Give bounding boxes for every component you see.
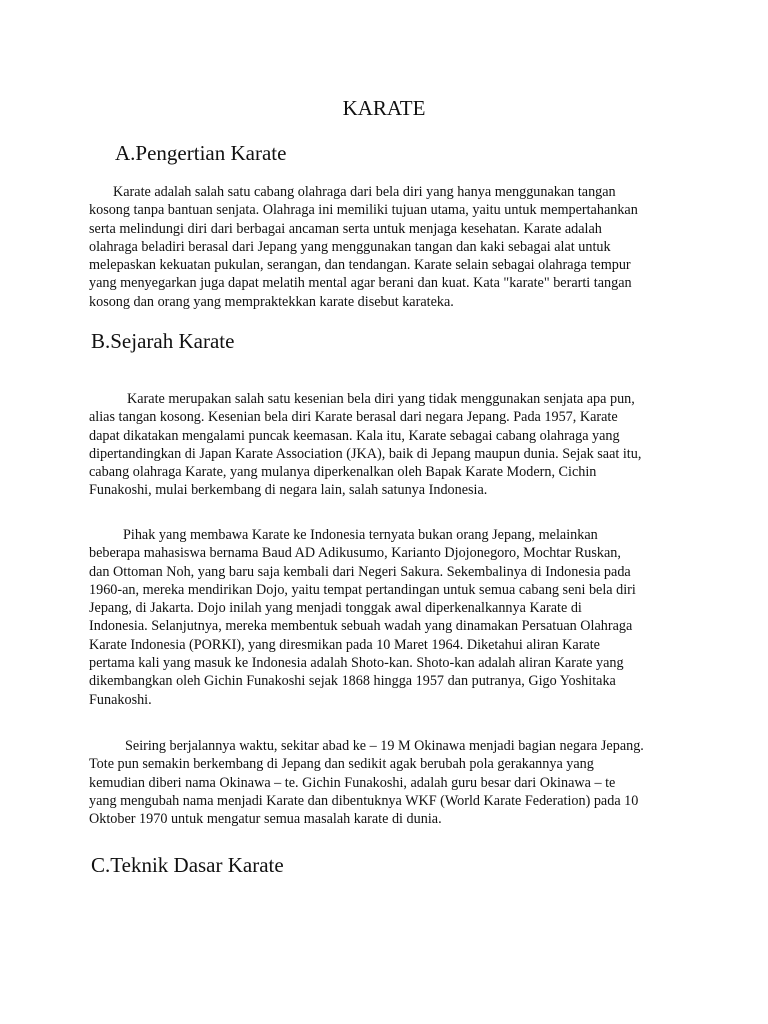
paragraph-pengertian xyxy=(89,183,679,311)
document-title: KARATE xyxy=(342,96,426,120)
paragraph-line: olahraga beladiri berasal dari Jepang yang menggunakan tangan dan kaki sebagai alat untuk xyxy=(89,238,611,255)
paragraph-line: dikembangkan oleh Gichin Funakoshi sejak 1868 hingga 1957 dan putranya, Gigo Yoshitaka xyxy=(89,673,616,690)
section-heading-sejarah: B.Sejarah Karate xyxy=(91,329,235,353)
paragraph-sejarah-1 xyxy=(89,390,679,500)
paragraph-line: Karate merupakan salah satu kesenian bela diri yang tidak menggunakan senjata apa pun, xyxy=(127,391,635,407)
paragraph-line: Oktober 1970 untuk mengatur semua masalah karate di dunia. xyxy=(89,811,442,828)
paragraph-line: melepaskan kekuatan pukulan, serangan, dan tendangan. Karate selain sebagai olahraga tempur xyxy=(89,257,631,274)
paragraph-line: Funakoshi. xyxy=(89,691,152,708)
paragraph-line: Pihak yang membawa Karate ke Indonesia ternyata bukan orang Jepang, melainkan xyxy=(123,527,598,543)
paragraph-line: yang mengubah nama menjadi Karate dan dibentuknya WKF (World Karate Federation) pada 10 xyxy=(89,792,639,809)
paragraph-sejarah-3 xyxy=(89,737,679,828)
paragraph-line: 1960-an, mereka mendirikan Dojo, yaitu tempat pertandingan untuk semua cabang seni bela diri xyxy=(89,581,636,598)
paragraph-line: Funakoshi, mulai berkembang di negara lain, salah satunya Indonesia. xyxy=(89,482,488,499)
paragraph-line: yang menyegarkan juga dapat melatih mental agar berani dan kuat. Kata "karate" berarti tangan xyxy=(89,275,632,292)
paragraph-line: dan Ottoman Noh, yang baru saja kembali dari Negeri Sakura. Sekembalinya di Indonesia pada xyxy=(89,563,631,580)
paragraph-line: kosong dan orang yang mempraktekkan karate disebut karateka. xyxy=(89,293,454,310)
paragraph-sejarah-2 xyxy=(89,526,679,709)
paragraph-line: alias tangan kosong. Kesenian bela diri Karate berasal dari negara Jepang. Pada 1957, Karate xyxy=(89,409,618,426)
paragraph-line: dipertandingkan di Japan Karate Association (JKA), baik di Jepang maupun dunia. Sejak saat itu, xyxy=(89,445,642,462)
paragraph-line: cabang olahraga Karate, yang mulanya diperkenalkan oleh Bapak Karate Modern, Cichin xyxy=(89,464,597,481)
section-heading-pengertian: A.Pengertian Karate xyxy=(115,141,287,165)
paragraph-line: Jepang, di Jakarta. Dojo inilah yang menjadi tonggak awal diperkenalkannya Karate di xyxy=(89,600,582,617)
paragraph-line: Indonesia. Selanjutnya, mereka membentuk sebuah wadah yang dinamakan Persatuan Olahraga xyxy=(89,618,633,635)
paragraph-line: Tote pun semakin berkembang di Jepang dan sedikit agak berubah pola gerakannya yang xyxy=(89,756,594,773)
paragraph-line: kosong tanpa bantuan senjata. Olahraga ini memiliki tujuan utama, yaitu untuk mempertahankan xyxy=(89,202,638,219)
paragraph-line: Karate adalah salah satu cabang olahraga dari bela diri yang hanya menggunakan tangan xyxy=(113,184,616,200)
paragraph-line: serta melindungi diri dari berbagai ancaman serta untuk menjaga kesehatan. Karate adalah xyxy=(89,220,602,237)
paragraph-line: Seiring berjalannya waktu, sekitar abad ke – 19 M Okinawa menjadi bagian negara Jepang. xyxy=(125,738,644,754)
section-heading-teknik-dasar: C.Teknik Dasar Karate xyxy=(91,853,284,877)
paragraph-line: Karate Indonesia (PORKI), yang diresmikan pada 10 Maret 1964. Diketahui aliran Karate xyxy=(89,636,600,653)
paragraph-line: dapat dikatakan mengalami puncak keemasan. Kala itu, Karate sebagai cabang olahraga yang xyxy=(89,427,620,444)
paragraph-line: beberapa mahasiswa bernama Baud AD Adikusumo, Karianto Djojonegoro, Mochtar Ruskan, xyxy=(89,545,621,562)
paragraph-line: pertama kali yang masuk ke Indonesia adalah Shoto-kan. Shoto-kan adalah aliran Karate yang xyxy=(89,655,624,672)
paragraph-line: kemudian diberi nama Okinawa – te. Gichin Funakoshi, adalah guru besar dari Okinawa – te xyxy=(89,774,616,791)
